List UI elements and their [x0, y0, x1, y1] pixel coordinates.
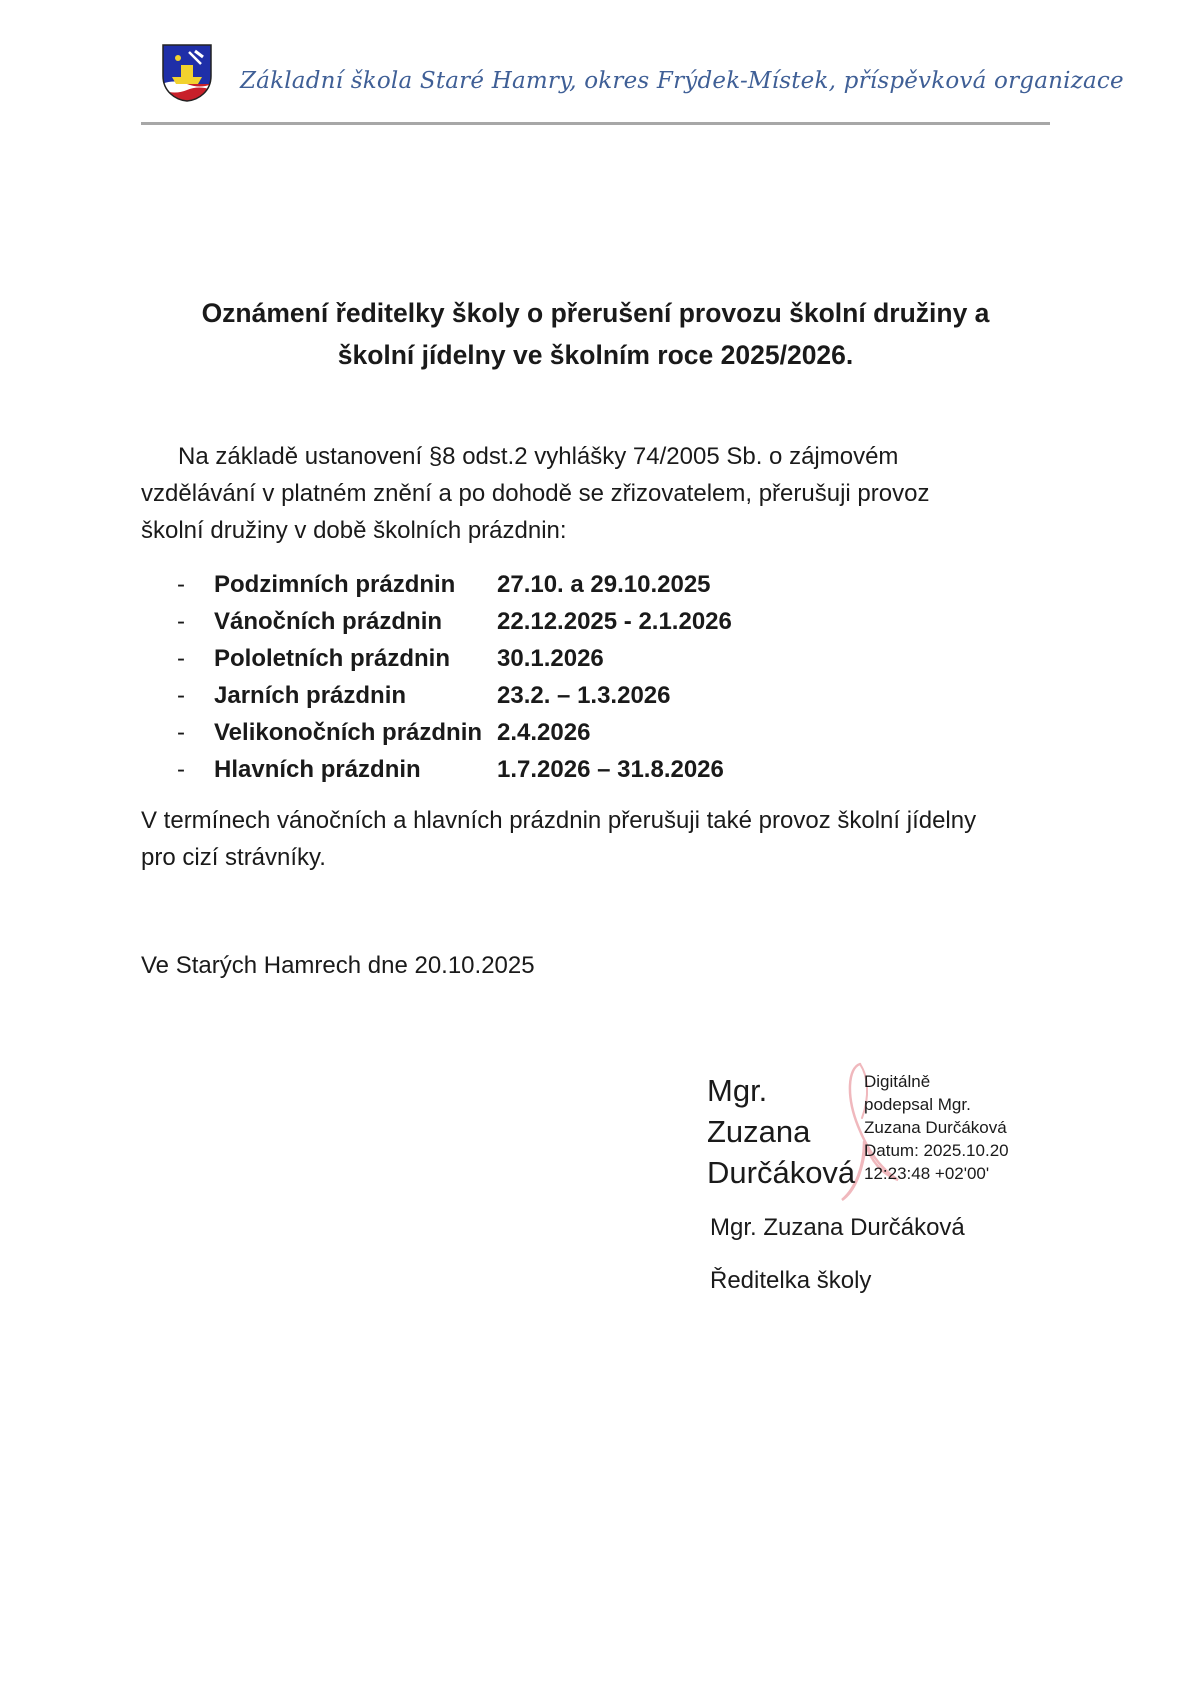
list-bullet: - — [177, 608, 185, 635]
holiday-item — [177, 751, 732, 788]
list-bullet: - — [177, 571, 185, 598]
list-bullet: - — [177, 719, 185, 746]
holiday-item — [177, 714, 732, 751]
title-line: Oznámení ředitelky školy o přerušení provozu školní družiny a — [201, 298, 990, 328]
holiday-dates: 30.1.2026 — [497, 645, 604, 672]
signature-name-line: Mgr. — [707, 1073, 768, 1108]
holiday-name: Pololetních prázdnin — [214, 645, 451, 672]
holiday-dates: 27.10. a 29.10.2025 — [497, 571, 711, 598]
holiday-name: Vánočních prázdnin — [214, 608, 443, 635]
intro-line: vzdělávání v platném znění a po dohodě se zřizovatelem, přerušuji provoz — [141, 480, 930, 507]
holiday-dates: 2.4.2026 — [497, 719, 591, 746]
closing-paragraph — [141, 802, 1061, 876]
school-name: Základní škola Staré Hamry, okres Frýdek-Místek, příspěvková organizace — [240, 68, 1124, 94]
signature-detail-line: 12:23:48 +02'00' — [864, 1164, 990, 1183]
holiday-name: Jarních prázdnin — [214, 682, 407, 709]
signature-detail-line: Zuzana Durčáková — [864, 1118, 1007, 1137]
holiday-dates: 23.2. – 1.3.2026 — [497, 682, 671, 709]
holiday-name: Velikonočních prázdnin — [214, 719, 483, 746]
signature-detail-line: Digitálně — [864, 1072, 931, 1091]
closing-line: V termínech vánočních a hlavních prázdnin přerušuji také provoz školní jídelny — [141, 807, 977, 834]
holiday-list — [177, 566, 732, 788]
holiday-dates: 22.12.2025 - 2.1.2026 — [497, 608, 732, 635]
signature-detail-line: Datum: 2025.10.20 — [864, 1141, 1009, 1160]
holiday-item — [177, 566, 732, 603]
title-line: školní jídelny ve školním roce 2025/2026. — [337, 340, 854, 370]
school-crest-icon — [162, 44, 212, 102]
holiday-item — [177, 640, 732, 677]
signatory-position: Ředitelka školy — [710, 1267, 872, 1294]
holiday-item — [177, 603, 732, 640]
signature-name-line: Durčáková — [707, 1155, 856, 1190]
list-bullet: - — [177, 682, 185, 709]
intro-paragraph — [141, 438, 1061, 549]
header-divider — [141, 122, 1050, 125]
signature-details — [864, 1070, 1009, 1185]
signature-name-line: Zuzana — [707, 1114, 811, 1149]
place-date-text: Ve Starých Hamrech dne 20.10.2025 — [141, 952, 535, 979]
document-title — [141, 292, 1050, 376]
holiday-item — [177, 677, 732, 714]
signature-detail-line: podepsal Mgr. — [864, 1095, 971, 1114]
digital-signature — [700, 1060, 1060, 1200]
place-and-date — [141, 947, 1061, 984]
signatory-name: Mgr. Zuzana Durčáková — [710, 1214, 965, 1241]
letterhead — [0, 0, 1190, 130]
holiday-dates: 1.7.2026 – 31.8.2026 — [497, 756, 724, 783]
holiday-name: Hlavních prázdnin — [214, 756, 421, 783]
intro-line: Na základě ustanovení §8 odst.2 vyhlášky 74/2005 Sb. o zájmovém — [178, 443, 899, 470]
closing-line: pro cizí strávníky. — [141, 844, 326, 871]
list-bullet: - — [177, 645, 185, 672]
intro-line: školní družiny v době školních prázdnin: — [141, 517, 567, 544]
list-bullet: - — [177, 756, 185, 783]
signature-name — [707, 1070, 855, 1193]
holiday-name: Podzimních prázdnin — [214, 571, 456, 598]
